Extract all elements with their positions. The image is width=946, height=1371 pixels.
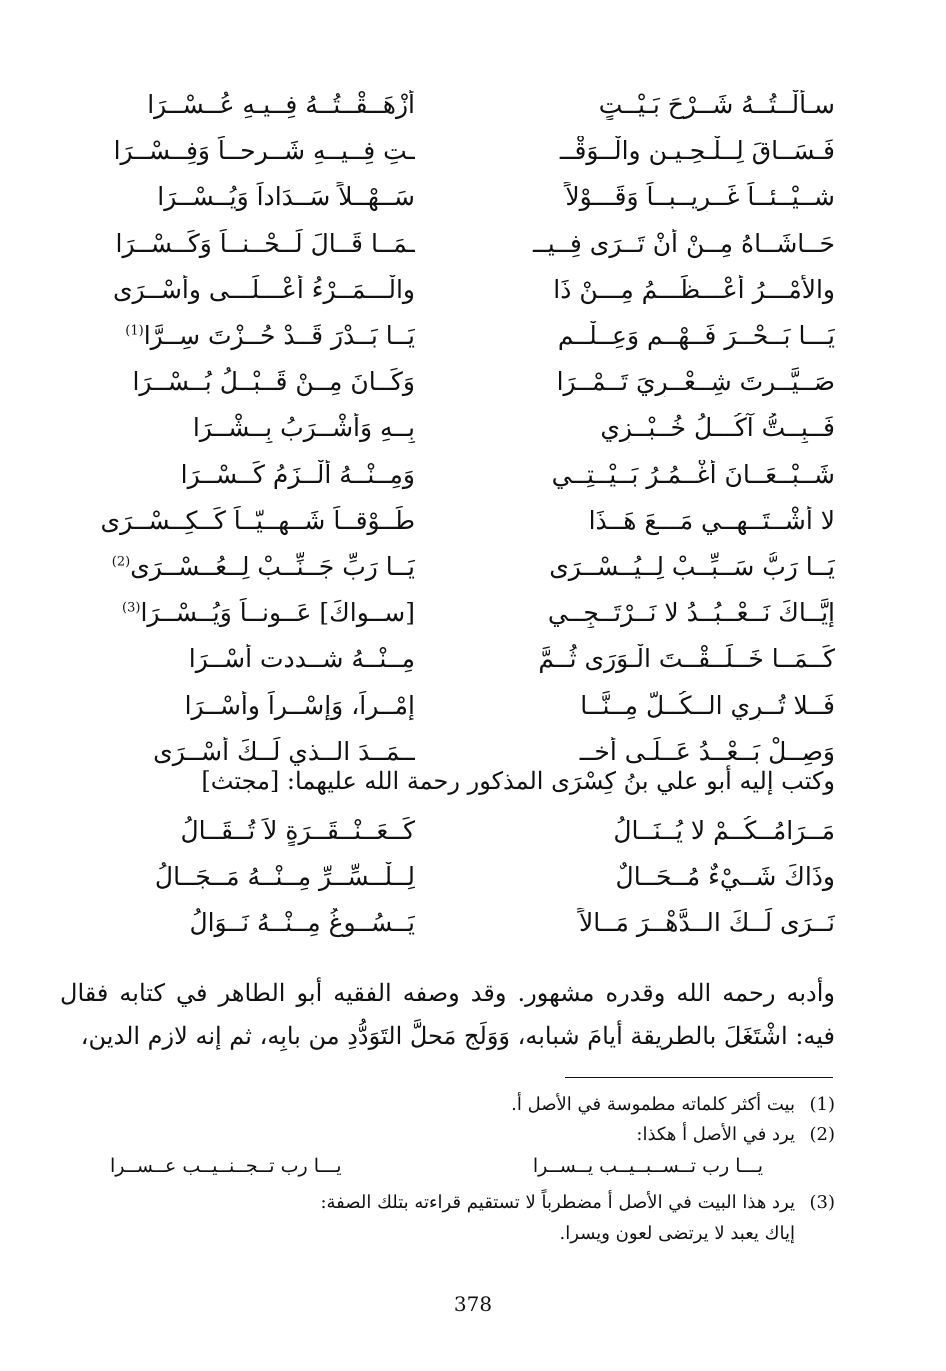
verse-second-text: مِــنْــهُ شــددت أَسْــرَا [188,644,415,674]
verse-second-hemistich [60,229,415,259]
verse-line [60,854,835,900]
verse-line [60,267,835,313]
verse-second-hemistich [60,275,415,305]
verse-line [60,174,835,220]
verse-line [60,590,835,636]
verse-line [60,636,835,682]
verse-second-hemistich [60,367,415,397]
footnote-number: (2) [809,1124,835,1145]
verse-first-hemistich: يَــا رَبُّ سَــبِّــبْ لِــيُــسْــرَى [549,551,835,581]
verse-second-hemistich [60,816,415,846]
verse-first-hemistich: نَــرَى لَــكَ الــدَّهْــرَ مَــالاً [578,908,835,938]
verse-second-hemistich [60,552,415,582]
footnote-marker: (3) [122,600,141,616]
verse-second-hemistich [60,644,415,674]
verse-second-text: أَزْهَــقْــتُــهُ فِــيـهِ عُــسْــرَا [147,90,415,120]
verse-second-text: لِــلْــسِّــرِّ مِــنْــهُ مَــجَــالُ [154,862,415,892]
footnote-3-continuation: إياك يعبد لا يرتضى لعون ويسرا. [559,1223,795,1244]
verse-second-text: كَــعَــنْــقَــرَةٍ لاَ تُــقَــالُ [180,816,415,846]
footnote-number: (3) [809,1192,835,1213]
footnote-2-verse [110,1150,835,1182]
verse-second-text: يَــسُــوغُ مِــنْــهُ نَــوَالُ [189,908,415,938]
footnotes [110,1090,835,1250]
verse-first-hemistich: لا أَشْــتَــهِــي مَـــعَ هَــذَا [588,505,835,535]
footnote-text: بيت أكثر كلماته مطموسة في الأصل أ. [511,1094,795,1115]
verse-line [60,808,835,854]
verse-first-hemistich: مَــرَامُــكُــمْ لا يُــنَــالُ [613,816,835,846]
page-number: 378 [453,1292,493,1316]
verse-first-hemistich: فَـسَــاقَ لِــلْـحِـيـنِ والْــوَقْــ [559,136,835,166]
footnote-verse-second: يـــا رب تــجــنــيــب عــســرا [110,1155,342,1177]
verse-second-text: يَــا رَبِّ جَــنِّــبْ لِــعُــسْــرَى [130,551,415,581]
footnote-text: يرد في الأصل أ هكذا: [636,1124,795,1145]
verse-line [60,682,835,728]
verse-second-text: وَمِــنْــهُ أَلْــزَمُ كَــسْــرَا [180,459,415,489]
poem-second [60,808,835,947]
verse-second-hemistich [60,506,415,536]
verse-second-text: يَــا بَــدْرَ قَــدْ حُــزْتَ سِــرَّا [143,321,415,351]
verse-line [60,221,835,267]
verse-first-hemistich: وذَاكَ شَــيْءٌ مُــحَــالٌ [615,862,835,892]
verse-second-hemistich [60,908,415,938]
verse-second-hemistich [60,136,415,166]
verse-second-text: إِمْــراً، وَإِسْــراً وأَسْــرَا [184,690,415,720]
footnote-1 [110,1090,835,1120]
verse-second-hemistich [60,737,415,767]
poem-first [60,82,835,775]
verse-first-hemistich: حَــاشَــاهُ مِــنْ أَنْ تَــرَى فِــيــ [533,228,835,258]
verse-first-hemistich: كَــمَــا خَــلَــقْــتَ الْـوَرَى ثُــمَّ [538,644,835,674]
verse-line [60,405,835,451]
verse-line [60,900,835,946]
verse-line [60,82,835,128]
footnote-text: يرد هذا البيت في الأصل أ مضطرباً لا تستقيم قراءته بتلك الصفة: [320,1192,795,1213]
footnote-3 [110,1188,835,1218]
prose-paragraph: وأدبه رحمه الله وقدره مشهور. وقد وصفه الفقيه أبو الطاهر في كتابه فقال فيه: اشْتَغَلَ بالطريقة أيامَ شبابه، وَوَلَج مَحلَّ التَوَدُّدِ من بابِه، ثم إنه لازم الدين، [60,979,835,1050]
verse-first-hemistich: يَـــا بَــحْــرَ فَــهْــمٍ وَعِــلْــمٍ [557,321,835,351]
verse-second-text: ــمَــدَ الــذي لَــكَ أَسْــرَى [153,736,415,766]
verse-line [60,313,835,359]
verse-line [60,498,835,544]
verse-second-text: والْـــمَــرْءُ أَعْـــلَـــى وأَسْــرَى [112,274,415,304]
footnote-number: (1) [809,1094,835,1115]
verse-second-hemistich [60,598,415,628]
verse-second-text: بِــهِ وَأَشْــرَبُ بِــشْــرَا [192,413,415,443]
verse-first-hemistich: إِيَّــاكَ نَــعْــبُــدُ لا نَــرْتَــجِــي [547,598,835,628]
footnote-2 [110,1120,835,1150]
verse-first-hemistich: فَــلا تُــرِي الــكُــلَّ مِــنَّــا [580,690,835,720]
verse-line [60,452,835,498]
footnote-marker: (1) [125,323,144,339]
verse-second-text: طَــوْقــاً شَــهِــيّــاً كَــكِــسْــرَى [100,505,415,535]
verse-second-hemistich [60,90,415,120]
verse-first-hemistich: والأَمْـــرُ أَعْـــظَـــمُ مِـــنْ ذَا [553,274,835,304]
verse-second-hemistich [60,460,415,490]
verse-second-text: [ســواكَ] عَــونــاً وَيُــسْــرَا [140,598,415,628]
verse-first-hemistich: شَــبْــعَــانَ أَغْــمُـرُ بَــيْــتِــي [551,459,835,489]
verse-second-hemistich [60,321,415,351]
verse-second-hemistich [60,182,415,212]
verse-line [60,544,835,590]
verse-second-text: سَــهْــلاً سَــدَاداً وَيُــسْــرَا [157,182,415,212]
verse-second-hemistich [60,691,415,721]
footnote-separator [565,1077,833,1078]
footnote-verse-first: يـــا رب تــســبــيــب يــســرا [532,1155,763,1177]
poem-intro: وكتب إليه أبو علي بنُ كِسْرَى المذكور رحمة الله عليهما: [مجتث] [201,767,835,795]
verse-first-hemistich: سـأَلْــتُــهُ شَــرْحَ بَـيْــتٍ [598,90,835,120]
verse-line [60,359,835,405]
verse-second-text: ـمَــا قَــالَ لَــحْــنــاً وَكَــسْــرَا [115,228,415,258]
verse-second-hemistich [60,862,415,892]
verse-first-hemistich: وَصِــلْ بَــعْــدُ عَــلَـى أَخــ [579,736,835,766]
verse-second-hemistich [60,413,415,443]
verse-first-hemistich: صَــيَّــرتَ شِــعْــرِيَ تَــمْــرَا [556,367,835,397]
verse-first-hemistich: فَــبِــتُّ آكُـــلُ خُــبْــزِي [600,413,835,443]
footnote-marker: (2) [111,554,131,570]
verse-line [60,128,835,174]
verse-second-text: وَكَــانَ مِــنْ قَــبْــلُ بُــسْــرَا [132,367,415,397]
verse-second-text: ـتِ فِــيــهِ شَــرحــاً وَفِــسْــرَا [113,136,415,166]
verse-first-hemistich: شــيْــئــاً غَــرِيــبــاً وَقَـــوْلاً [565,182,835,212]
